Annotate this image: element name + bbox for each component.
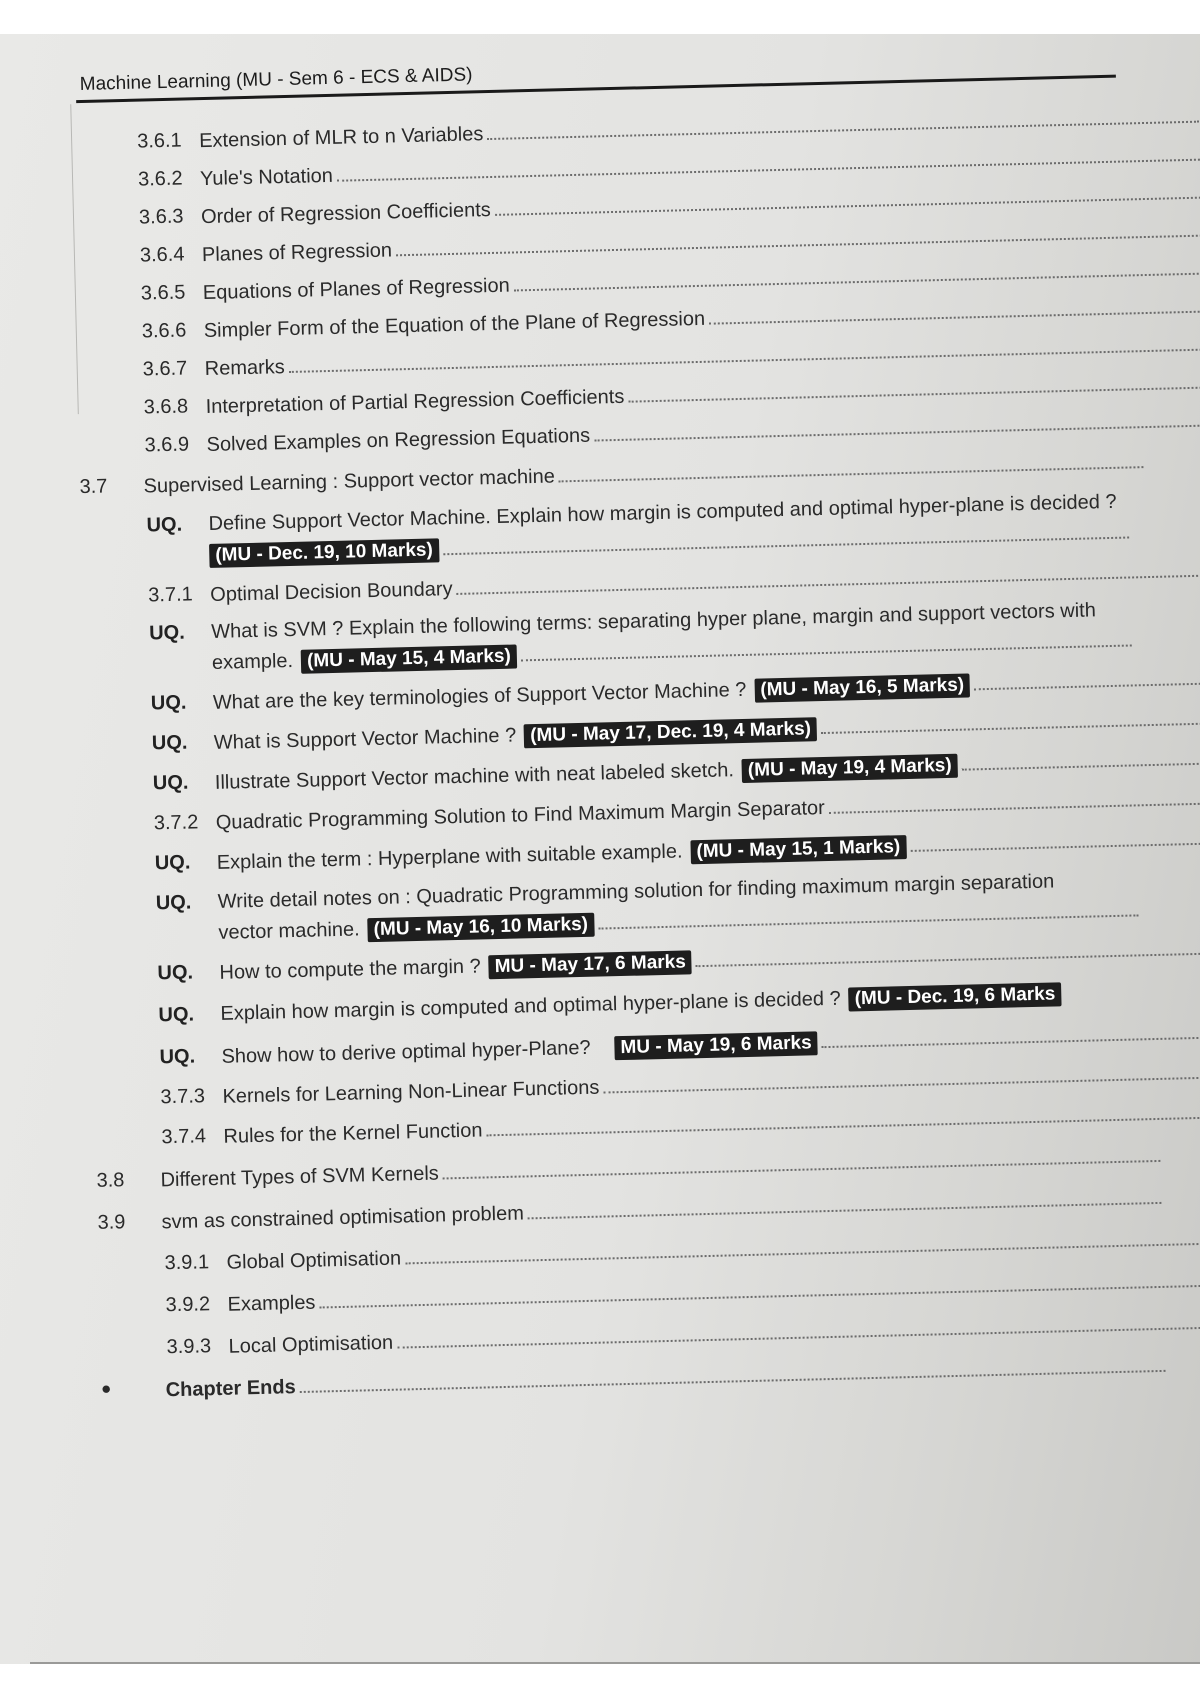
exam-badge: (MU - May 19, 4 Marks)	[742, 754, 958, 783]
section-number: 3.6.8	[143, 395, 189, 419]
section-title: Interpretation of Partial Regression Coefficients	[205, 385, 625, 419]
section-title: Equations of Planes of Regression	[202, 274, 510, 305]
leader-dots	[709, 295, 1200, 325]
uq-label: UQ.	[146, 513, 183, 537]
section-number: 3.6.1	[136, 129, 182, 153]
question-text: Explain how margin is computed and optimal hyper-plane is decided ?	[220, 987, 841, 1025]
exam-badge: (MU - Dec. 19, 10 Marks)	[209, 538, 439, 568]
section-number: 3.6.2	[137, 167, 183, 191]
question-text-continued: vector machine.	[218, 918, 360, 944]
leader-dots	[628, 371, 1200, 403]
section-title: Kernels for Learning Non-Linear Functions	[222, 1076, 600, 1108]
section-title: Different Types of SVM Kernels	[160, 1162, 440, 1192]
section-number: 3.9.3	[166, 1335, 212, 1359]
uq-label: UQ.	[155, 891, 192, 915]
section-title: Chapter Ends	[165, 1376, 296, 1402]
question-text: Explain the term : Hyperplane with suitable example.	[216, 840, 683, 874]
question-text: What is SVM ? Explain the following terms: separating hyper plane, margin and support vectors with	[210, 599, 1097, 643]
section-number: 3.7.3	[160, 1085, 206, 1109]
question-text: Define Support Vector Machine. Explain how margin is computed and optimal hyper-plane is decided ?	[208, 490, 1117, 535]
leader-dots	[974, 667, 1200, 691]
section-number: 3.7	[79, 475, 108, 499]
section-title: Supervised Learning : Support vector machine	[143, 465, 556, 498]
uq-label: UQ.	[151, 731, 188, 755]
section-number: 3.6.7	[142, 357, 188, 381]
section-number: 3.6.5	[140, 281, 186, 305]
exam-badge: (MU - May 16, 5 Marks)	[754, 673, 970, 702]
section-number: 3.6.4	[139, 243, 185, 267]
exam-badge: (MU - May 15, 4 Marks)	[301, 644, 517, 673]
section-number: 3.7.2	[153, 811, 199, 835]
uq-label: UQ.	[150, 691, 187, 715]
leader-dots	[821, 1020, 1200, 1048]
section-title: Quadratic Programming Solution to Find Maximum Margin Separator	[215, 797, 826, 834]
uq-label: UQ.	[148, 621, 186, 645]
section-title: Simpler Form of the Equation of the Plane of Regression	[203, 307, 706, 343]
section-number: 3.7.1	[148, 583, 194, 607]
section-title: Rules for the Kernel Function	[223, 1119, 483, 1148]
exam-badge: MU - May 17, 6 Marks	[488, 950, 692, 979]
leader-dots	[487, 105, 1199, 140]
section-number: 3.7.4	[161, 1125, 207, 1149]
question-text: Write detail notes on : Quadratic Programming solution for finding maximum margin separation	[217, 870, 1055, 913]
section-number: 3.6.3	[138, 205, 184, 229]
section-title: Global Optimisation	[226, 1247, 402, 1274]
exam-badge: MU - May 19, 6 Marks	[614, 1031, 818, 1060]
section-title: Solved Examples on Regression Equations	[206, 424, 591, 457]
section-title: svm as constrained optimisation problem	[161, 1202, 525, 1234]
question-text: How to compute the margin ?	[219, 955, 481, 984]
section-title: Planes of Regression	[201, 239, 393, 267]
leader-dots	[603, 1060, 1200, 1093]
question-text: Show how to derive optimal hyper-Plane?	[221, 1036, 591, 1068]
leader-dots	[961, 746, 1200, 770]
section-number: 3.6.9	[144, 433, 190, 457]
leader-dots	[405, 1226, 1200, 1264]
question-text: What is Support Vector Machine ?	[213, 724, 517, 754]
uq-label: UQ.	[154, 851, 191, 875]
leader-dots	[559, 450, 1144, 482]
leader-dots	[528, 1186, 1162, 1219]
leader-dots	[442, 1144, 1160, 1180]
section-title: Optimal Decision Boundary	[210, 578, 453, 606]
exam-badge: (MU - May 15, 1 Marks)	[690, 835, 906, 864]
uq-label: UQ.	[152, 771, 189, 795]
question-text: Illustrate Support Vector machine with neat labeled sketch.	[214, 759, 735, 794]
section-title: Order of Regression Coefficients	[200, 199, 491, 229]
page-content	[0, 34, 1200, 1664]
exam-badge: (MU - May 17, Dec. 19, 4 Marks)	[524, 717, 817, 748]
question-text-continued: example.	[211, 649, 294, 674]
section-title: Remarks	[204, 356, 286, 381]
leader-dots	[829, 786, 1200, 813]
leader-dots	[397, 1310, 1200, 1348]
leader-dots	[456, 559, 1200, 595]
section-title: Extension of MLR to n Variables	[198, 123, 484, 153]
uq-label: UQ.	[157, 961, 194, 985]
section-number: 3.9.2	[165, 1293, 211, 1317]
leader-dots	[910, 826, 1200, 851]
uq-label: UQ.	[158, 1003, 195, 1027]
section-title: Yule's Notation	[199, 164, 334, 191]
leader-dots	[821, 706, 1200, 734]
book-page	[0, 34, 1200, 1664]
question-text: What are the key terminologies of Support Vector Machine ?	[212, 678, 747, 714]
section-title: Examples	[227, 1291, 316, 1316]
exam-badge: (MU - May 16, 10 Marks)	[367, 913, 594, 943]
section-number: 3.9	[97, 1211, 126, 1234]
section-number: 3.9.1	[164, 1251, 210, 1275]
bullet-icon: •	[101, 1373, 112, 1404]
section-title: Local Optimisation	[228, 1331, 394, 1358]
leader-dots	[594, 409, 1200, 442]
leader-dots	[486, 1100, 1200, 1136]
section-number: 3.6.6	[141, 319, 187, 343]
page-edge-rule	[30, 1662, 1200, 1664]
leader-dots	[695, 936, 1200, 967]
exam-badge: (MU - Dec. 19, 6 Marks	[848, 982, 1061, 1011]
section-number: 3.8	[96, 1169, 125, 1192]
running-header: Machine Learning (MU - Sem 6 - ECS & AIDS)	[79, 64, 473, 95]
uq-label: UQ.	[159, 1045, 196, 1069]
